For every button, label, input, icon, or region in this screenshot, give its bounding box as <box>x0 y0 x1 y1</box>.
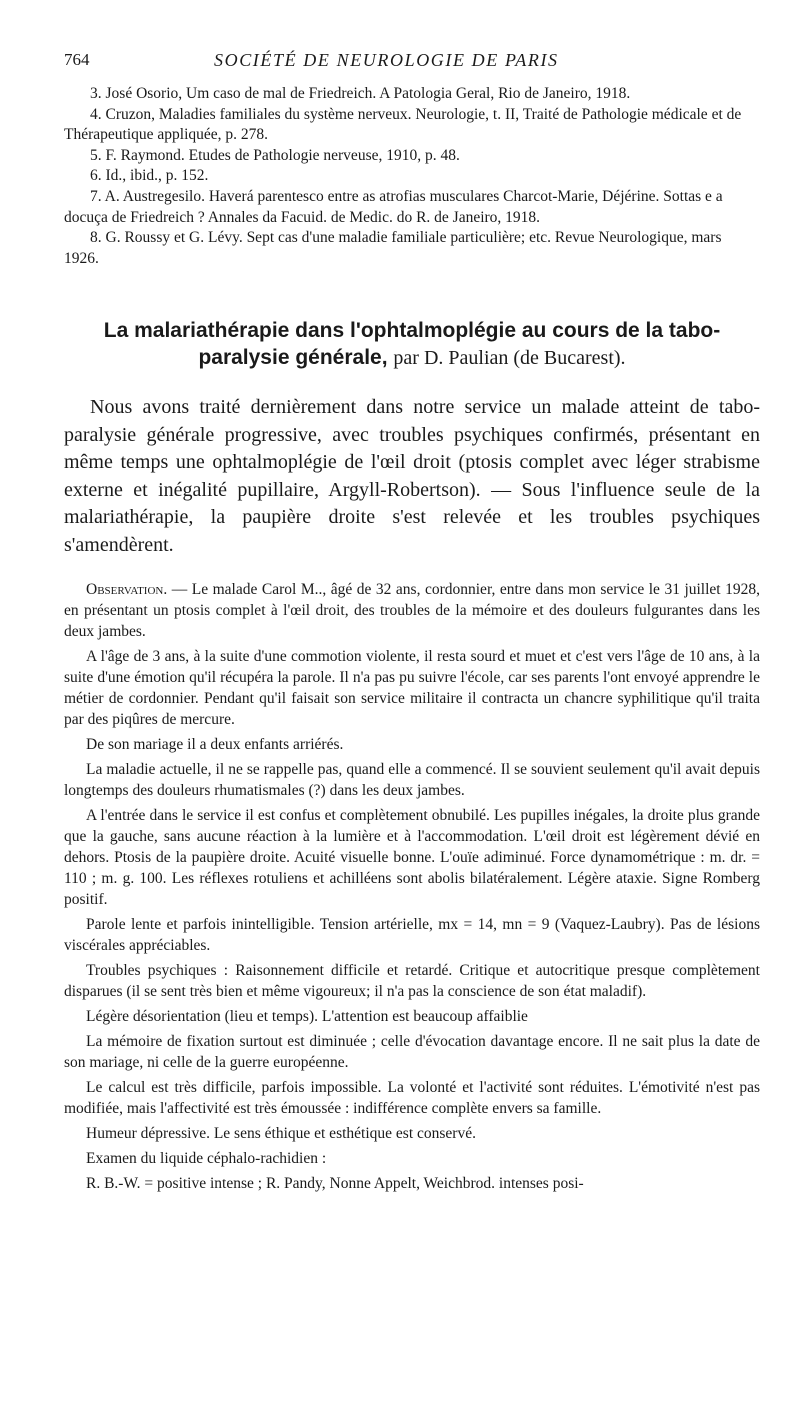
observation-paragraph: A l'âge de 3 ans, à la suite d'une commotion violente, il resta sourd et muet et c'est vers l'âge de 10 ans, à la suite d'une émotion qu'il récupéra la parole. Il n'a pas pu suivre l'école, car ses parents l'ont envoyé apprendre le métier de cordonnier. Pendant qu'il faisait son service militaire il contracta un chancre syphilitique qu'il traita par des piqûres de mercure. <box>64 648 760 729</box>
observation-paragraph <box>64 579 760 642</box>
running-header <box>64 44 760 84</box>
article-title-line2 <box>64 344 760 372</box>
reference-item: 7. A. Austregesilo. Haverá parentesco entre as atrofias musculares Charcot-Marie, Déjérine. Sottas e a docuça de Friedreich ? Annales da Facuid. de Medic. do R. de Janeiro, 1918. <box>64 187 723 226</box>
observation-paragraph: Examen du liquide céphalo-rachidien : <box>86 1150 327 1168</box>
observation-paragraph-text: — Le malade Carol M.., âgé de 32 ans, cordonnier, entre dans mon service le 31 juillet 1928, en présentant un ptosis complet à l'œil droit, des troubles de la mémoire et des douleurs fulgurantes dans les deux jambes. <box>64 581 760 641</box>
reference-item: 4. Cruzon, Maladies familiales du système nerveux. Neurologie, t. II, Traité de Pathologie médicale et de Thérapeutique appliquée, p. 278. <box>64 105 742 144</box>
observation-paragraph: Parole lente et parfois inintelligible. Tension artérielle, mx = 14, mn = 9 (Vaquez-Laubry). Pas de lésions viscérales appréciables. <box>64 916 760 955</box>
article-title <box>64 317 760 372</box>
observation-section <box>64 579 760 1194</box>
reference-item: 6. Id., ibid., p. 152. <box>90 167 209 185</box>
reference-item: 8. G. Roussy et G. Lévy. Sept cas d'une maladie familiale particulière; etc. Revue Neurologique, mars 1926. <box>64 229 722 267</box>
article-title-line1: La malariathérapie dans l'ophtalmoplégie au cours de la tabo- <box>103 319 721 343</box>
observation-label: Observation. <box>86 581 168 599</box>
observation-paragraph: Le calcul est très difficile, parfois impossible. La volonté et l'activité sont réduites. L'émotivité n'est pas modifiée, mais l'affectivité est très émoussée : indifférence complète envers sa famille. <box>64 1079 760 1118</box>
page-number: 764 <box>64 50 90 69</box>
observation-paragraph: Légère désorientation (lieu et temps). L'attention est beaucoup affaiblie <box>86 1008 528 1026</box>
article-title-line2-text: paralysie générale, <box>198 346 388 370</box>
observation-paragraph: De son mariage il a deux enfants arriérés. <box>86 736 344 754</box>
observation-paragraph: La mémoire de fixation surtout est diminuée ; celle d'évocation davantage encore. Il ne sait plus la date de son mariage, ni celle de la guerre européenne. <box>64 1033 760 1072</box>
observation-paragraph: La maladie actuelle, il ne se rappelle pas, quand elle a commencé. Il se souvient seulement qu'il avait depuis longtemps des douleurs rhumatismales (?) dans les deux jambes. <box>64 761 760 800</box>
observation-paragraph: R. B.-W. = positive intense ; R. Pandy, Nonne Appelt, Weichbrod. intenses posi- <box>86 1175 584 1193</box>
reference-item: 3. José Osorio, Um caso de mal de Friedreich. A Patologia Geral, Rio de Janeiro, 1918. <box>90 85 631 102</box>
reference-list <box>64 84 760 269</box>
journal-title: SOCIÉTÉ DE NEUROLOGIE DE PARIS <box>214 50 559 70</box>
observation-paragraph: A l'entrée dans le service il est confus et complètement obnubilé. Les pupilles inégales, la droite plus grande que la gauche, sans aucune réaction à la lumière et à l'accommodation. L'œil droit est légèrement dévié en dehors. Ptosis de la paupière droite. Acuité visuelle bonne. L'ouïe adiminué. Force dynamométrique : m. dr. = 110 ; m. g. 100. Les réflexes rotuliens et achilléens sont abolis bilatéralement. Légère ataxie. Signe Romberg positif. <box>64 807 760 909</box>
article-intro: Nous avons traité dernièrement dans notre service un malade atteint de tabo-paralysie générale progressive, avec troubles psychiques confirmés, présentant en même temps une ophtalmoplégie de l'œil droit (ptosis complet avec léger strabisme externe et inégalité pupillaire, Argyll-Robertson). — Sous l'influence seule de la malariathérapie, la paupière droite s'est relevée et les troubles psychiques s'amendèrent. <box>64 396 760 556</box>
reference-item: 5. F. Raymond. Etudes de Pathologie nerveuse, 1910, p. 48. <box>90 146 460 164</box>
observation-paragraph: Troubles psychiques : Raisonnement difficile et retardé. Critique et autocritique presque complètement disparues (il se sent très bien et même vigoureux; il n'a pas la conscience de son état maladif). <box>64 962 760 1001</box>
observation-paragraph: Humeur dépressive. Le sens éthique et esthétique est conservé. <box>86 1125 476 1143</box>
article-byline: par D. Paulian (de Bucarest). <box>393 347 626 370</box>
